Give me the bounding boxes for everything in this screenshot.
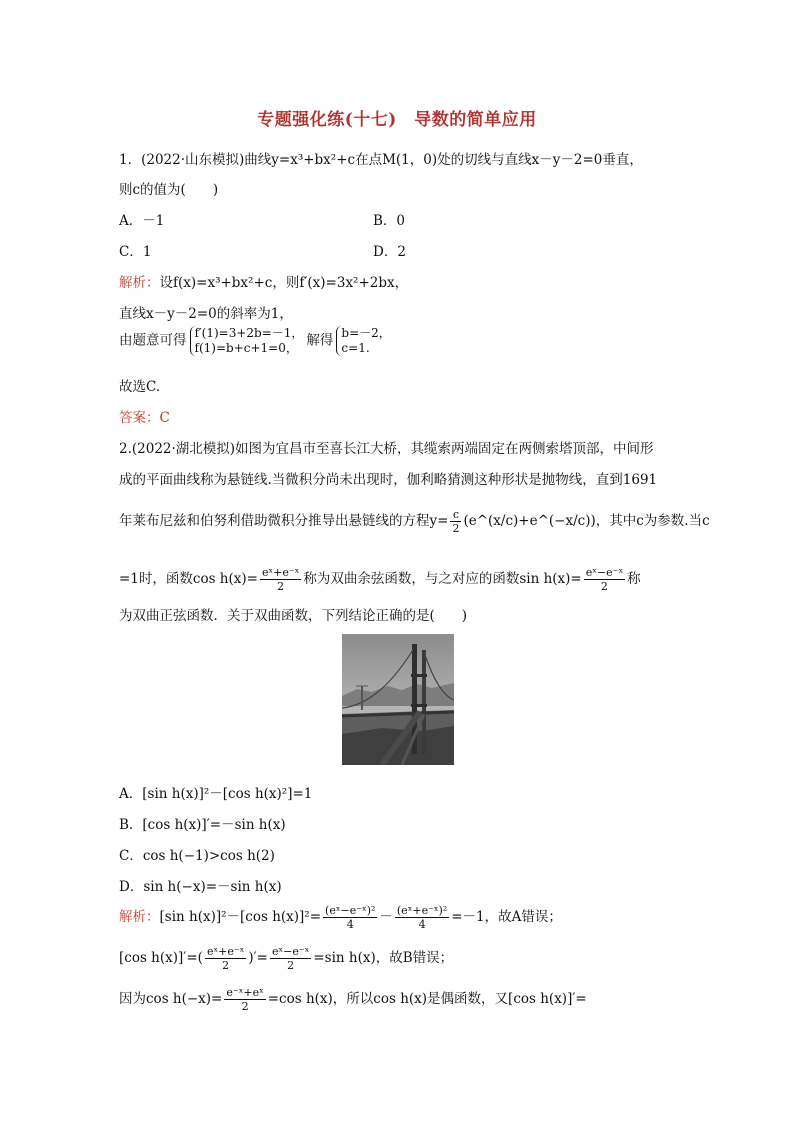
q1-stem-line2: 则c的值为( ) (119, 182, 219, 198)
solution-row: b=－2， (341, 326, 391, 340)
bridge-illustration (342, 634, 454, 765)
q1-choose: 故选C. (119, 379, 161, 395)
text-span: )′= (248, 950, 268, 966)
text-span: 年莱布尼兹和伯努利借助微积分推导出悬链线的方程y= (119, 513, 449, 529)
q2-stem-line3 (119, 508, 710, 535)
numerator: eˣ+e⁻ˣ (206, 945, 245, 958)
text-span: 称 (627, 571, 641, 587)
text-span: － (379, 909, 393, 925)
text-span: [cos h(x)]′=( (119, 950, 203, 966)
q1-option-b: B．0 (373, 213, 406, 229)
q1-option-d: D．2 (373, 244, 406, 260)
analysis-label: 解析： (119, 909, 160, 925)
fraction (450, 508, 461, 535)
denominator: 4 (418, 918, 426, 931)
denominator: 2 (241, 1000, 249, 1013)
q1-stem-line1: 1．(2022·山东模拟)曲线y=x³+bx²+c在点M(1，0)处的切线与直线x－y－2=0垂直， (119, 152, 643, 168)
denominator: 4 (346, 918, 354, 931)
text-span: 称为双曲余弦函数，与之对应的函数sin h(x)= (303, 571, 582, 587)
q1-answer: 答案：C (119, 410, 170, 426)
text-span: =1时，函数cos h(x)= (119, 571, 258, 587)
q2-stem-line4 (119, 566, 641, 593)
equation-system (190, 326, 304, 356)
fraction (260, 566, 301, 593)
q1-analysis-line1 (119, 271, 408, 291)
numerator: c (450, 508, 461, 522)
q2-analysis-line3 (119, 986, 587, 1013)
text-span: =－1，故A错误； (451, 909, 562, 925)
text-span: [sin h(x)]²－[cos h(x)]²= (159, 909, 322, 925)
q2-stem-line5: 为双曲正弦函数．关于双曲函数，下列结论正确的是( ) (119, 608, 468, 624)
denominator: 2 (277, 580, 285, 593)
q2-analysis-line1 (119, 904, 562, 931)
numerator: (eˣ−e⁻ˣ)² (325, 904, 376, 917)
numerator: eˣ−e⁻ˣ (585, 566, 624, 579)
page-title: 专题强化练(十七) 导数的简单应用 (257, 110, 537, 130)
fraction (205, 945, 246, 972)
text-span: =sin h(x)，故B错误； (313, 950, 454, 966)
fraction (395, 904, 449, 931)
denominator: 2 (222, 959, 230, 972)
denominator: 2 (600, 580, 608, 593)
solution-system (336, 326, 390, 356)
numerator: eˣ+e⁻ˣ (261, 566, 300, 579)
bridge-photo (342, 634, 454, 765)
q1-option-a: A．－1 (119, 213, 165, 229)
text-span: =cos h(x)，所以cos h(x)是偶函数，又[cos h(x)]′= (267, 991, 587, 1007)
analysis-label: 解析： (119, 275, 160, 291)
numerator: e⁻ˣ+eˣ (226, 986, 264, 999)
denominator: 2 (287, 959, 295, 972)
numerator: eˣ−e⁻ˣ (271, 945, 310, 958)
denominator: 2 (452, 522, 460, 535)
solve-prefix: 解得 (306, 332, 334, 349)
q2-stem-line2: 成的平面曲线称为悬链线.当微积分尚未出现时，伽利略猜测这种形状是抛物线，直到1691 (119, 472, 658, 488)
q2-option-d: D．sin h(−x)=－sin h(x) (119, 879, 282, 895)
fraction (584, 566, 625, 593)
solution-row: c=1. (341, 341, 370, 355)
q2-stem-line1: 2.(2022·湖北模拟)如图为宜昌市至喜长江大桥，其缆索两端固定在两侧索塔顶部，中间形 (119, 441, 654, 457)
fraction (270, 945, 311, 972)
q2-option-b: B．[cos h(x)]′=－sin h(x) (119, 817, 286, 833)
system-row: f(1)=b+c+1=0， (194, 341, 298, 355)
q1-option-c: C．1 (119, 244, 152, 260)
fraction (323, 904, 377, 931)
system-row: f′(1)=3+2b=－1， (194, 326, 304, 340)
text-span: 因为cos h(−x)= (119, 991, 223, 1007)
system-prefix: 由题意可得 (119, 332, 187, 349)
numerator: (eˣ+e⁻ˣ)² (396, 904, 448, 917)
q1-analysis-line2: 直线x－y－2=0的斜率为1， (119, 306, 293, 322)
fraction (224, 986, 265, 1013)
q2-analysis-line2 (119, 945, 453, 972)
q2-option-a: A．[sin h(x)]²－[cos h(x)²]=1 (119, 786, 313, 802)
analysis-text: 设f(x)=x³+bx²+c，则f′(x)=3x²+2bx， (159, 275, 409, 291)
text-span: (e^(x/c)+e^(−x/c))，其中c为参数.当c (463, 513, 710, 529)
q2-option-c: C．cos h(−1)>cos h(2) (119, 848, 275, 864)
q1-system-line (119, 326, 394, 356)
